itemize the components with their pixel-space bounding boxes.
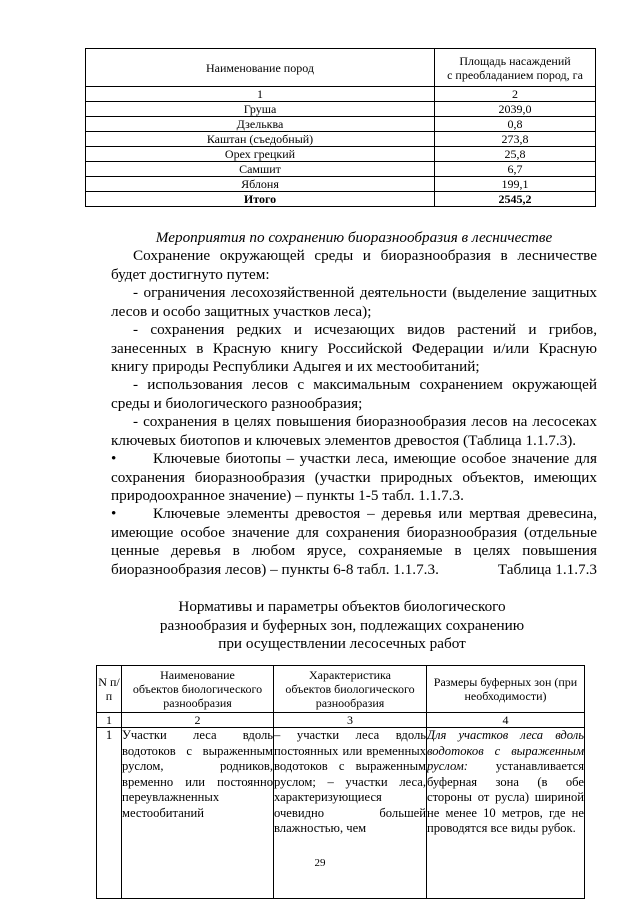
col-number: 2 — [435, 87, 596, 102]
header-line: необходимости) — [464, 689, 547, 703]
col-number: 1 — [86, 87, 435, 102]
measure-item: - использования лесов с максимальным сохранением окружающей среды и биологического разнообразия; — [111, 376, 597, 412]
col-number: 1 — [97, 713, 122, 728]
table-row — [86, 177, 596, 192]
species-area: 6,7 — [435, 162, 596, 177]
norms-title — [111, 598, 573, 654]
header-characteristic — [274, 666, 427, 713]
total-row — [86, 192, 596, 207]
table-label: Таблица 1.1.7.3 — [497, 561, 597, 578]
col-number: 3 — [274, 713, 427, 728]
intro-paragraph: Сохранение окружающей среды и биоразнообразия в лесничестве будет достигнуто путем: — [111, 247, 597, 283]
norms-table-header — [97, 666, 585, 713]
norms-title-line: Нормативы и параметры объектов биологического — [178, 598, 506, 615]
header-line: Размеры буферных зон (при — [433, 675, 578, 689]
col-number: 2 — [122, 713, 274, 728]
table-row — [86, 132, 596, 147]
object-name: Участки леса вдоль водотоков с выраженным руслом, родников, временно или постоянно переувлажненных местообитаний — [122, 728, 274, 899]
header-species-name: Наименование пород — [86, 49, 435, 87]
table-row — [86, 102, 596, 117]
norms-title-line: разнообразия и буферных зон, подлежащих сохранению — [159, 616, 525, 634]
buffer-text: устанавливается буферная зона (в обе стороны от русла) шириной не менее 10 метров, где не проводятся все виды рубок. — [427, 759, 584, 835]
species-name: Дзельква — [86, 117, 435, 132]
bullet-text: Ключевые элементы древостоя – деревья или мертвая древесина, имеющие особое значение для сохранения биоразнообразия (отдельные ценные деревья в любом ярусе, сохраняемые в целях повышения биоразнообразия лесов) – пункты 6-8 табл. 1.1.7.3. — [111, 505, 597, 578]
header-line: N п/ — [98, 675, 120, 689]
header-line: разнообразия — [163, 696, 232, 710]
species-table-header — [86, 49, 596, 87]
bullet-icon: • — [111, 505, 117, 522]
header-line: объектов биологического — [285, 682, 415, 696]
header-area-line2: с преобладанием пород, га — [447, 67, 583, 82]
species-area: 0,8 — [435, 117, 596, 132]
species-name: Орех грецкий — [86, 147, 435, 162]
bullet-key-biotopes — [111, 450, 597, 506]
table-row — [86, 117, 596, 132]
species-table-col-numbers — [86, 87, 596, 102]
header-line: Характеристика — [309, 668, 391, 682]
norms-table-col-numbers — [97, 713, 585, 728]
row-number: 1 — [97, 728, 122, 899]
header-line: разнообразия — [315, 696, 385, 710]
total-label: Итого — [86, 192, 435, 207]
table-row — [86, 162, 596, 177]
header-area-line1: Площадь насаждений — [459, 53, 571, 68]
header-number — [97, 666, 122, 713]
header-line: п — [105, 689, 113, 703]
measure-item: - сохранения редких и исчезающих видов растений и грибов, занесенных в Красную книгу Российской Федерации и/или Красную книгу природы Республики Адыгея и их местообитаний; — [111, 321, 597, 375]
header-line: Наименование — [160, 668, 235, 682]
species-table — [85, 48, 596, 207]
header-area — [435, 49, 596, 87]
bullet-text: Ключевые биотопы – участки леса, имеющие особое значение для сохранения биоразнообразия (участки природных объектов, имеющих природоохранное значение) – пункты 1-5 табл. 1.1.7.3. — [111, 450, 597, 504]
object-characteristic: – участки леса вдоль постоянных или временных водотоков с выраженным руслом; – участки леса, характеризующиеся очевидно большей влажностью, чем — [274, 728, 427, 899]
header-object-name — [122, 666, 274, 713]
species-name: Яблоня — [86, 177, 435, 192]
species-area: 273,8 — [435, 132, 596, 147]
species-name: Каштан (съедобный) — [86, 132, 435, 147]
buffer-intro: Для участков леса вдоль водотоков с выраженным руслом: — [427, 728, 584, 773]
species-area: 2039,0 — [435, 102, 596, 117]
species-name: Самшит — [86, 162, 435, 177]
col-number: 4 — [427, 713, 585, 728]
species-name: Груша — [86, 102, 435, 117]
total-value: 2545,2 — [435, 192, 596, 207]
header-buffer-size — [427, 666, 585, 713]
bullet-icon: • — [111, 450, 117, 467]
page-number: 29 — [314, 857, 326, 869]
species-area: 199,1 — [435, 177, 596, 192]
section-heading: Мероприятия по сохранению биоразнообразия в лесничестве — [155, 229, 553, 246]
header-line: объектов биологического — [132, 682, 263, 696]
buffer-size — [427, 728, 585, 899]
measure-item: - ограничения лесохозяйственной деятельности (выделение защитных лесов и особо защитных участков леса); — [111, 284, 597, 320]
table-row — [86, 147, 596, 162]
species-area: 25,8 — [435, 147, 596, 162]
measure-item: - сохранения в целях повышения биоразнообразия лесов на лесосеках ключевых биотопов и ключевых элементов древостоя (Таблица 1.1.7.3). — [111, 413, 597, 449]
norms-title-line: при осуществлении лесосечных работ — [218, 635, 466, 652]
table-row — [97, 728, 585, 899]
